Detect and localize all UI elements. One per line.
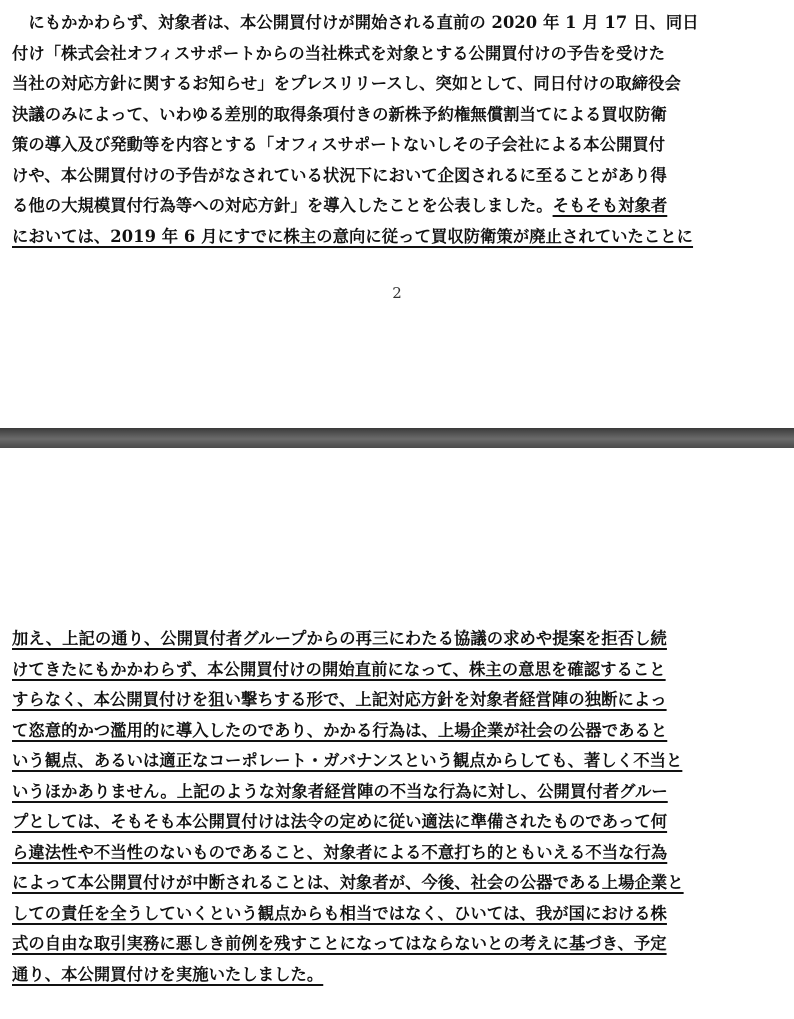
underlined-text-run: ら違法性や不当性のないものであること、対象者による不意打ち的ともいえる不当な行為 — [12, 842, 668, 862]
underlined-text-run: すらなく、本公開買付けを狙い撃ちする形で、上記対応方針を対象者経営陣の独断によっ — [12, 690, 667, 709]
text-line — [12, 929, 782, 960]
text-line — [12, 685, 782, 716]
underlined-text-run: 加え、上記の通り、公開買付者グループからの再三にわたる協議の求めや提案を拒否し続 — [12, 629, 667, 648]
text-line — [12, 100, 782, 131]
document-page-upper — [0, 0, 794, 428]
paragraph-lower — [12, 624, 782, 990]
underlined-text-run: いう観点、あるいは適正なコーポレート・ガバナンスという観点からしても、著しく不当と — [12, 751, 683, 770]
document-page-lower — [0, 448, 794, 1019]
underlined-text-run: そもそも対象者 — [552, 196, 668, 215]
underlined-text-run: けてきたにもかかわらず、本公開買付けの開始直前になって、株主の意思を確認すること — [12, 659, 666, 679]
underlined-text-run: によって本公開買付けが中断されることは、対象者が、今後、社会の公器である上場企業と — [12, 873, 684, 892]
text-run: けや、本公開買付けの予告がなされている状況下において企図されるに至ることがあり得 — [12, 165, 667, 185]
underlined-text-run: 式の自由な取引実務に悪しき前例を残すことになってはならないとの考えに基づき、予定 — [12, 934, 667, 953]
underlined-text-run: しての責任を全うしていくという観点からも相当ではなく、ひいては、我が国における株 — [12, 903, 667, 923]
page-separator — [0, 428, 794, 448]
underlined-text-run: て恣意的かつ濫用的に導入したのであり、かかる行為は、上場企業が社会の公器であると — [12, 720, 668, 740]
text-line — [12, 161, 782, 192]
text-run: 当社の対応方針に関するお知らせ」をプレスリリースし、突如として、同日付けの取締役会 — [12, 74, 681, 93]
text-line — [12, 191, 782, 222]
underlined-text-run: 通り、本公開買付けを実施いたしました。 — [12, 964, 324, 984]
text-line — [12, 868, 782, 899]
text-line — [12, 624, 782, 655]
text-line — [12, 716, 782, 747]
text-line — [12, 655, 782, 686]
text-line — [12, 222, 782, 253]
text-line — [12, 838, 782, 869]
text-line — [12, 69, 782, 100]
text-line — [12, 8, 782, 39]
text-run: 決議のみによって、いわゆる差別的取得条項付きの新株予約権無償割当てによる買収防衛 — [12, 104, 667, 124]
text-line — [12, 807, 782, 838]
text-line — [12, 746, 782, 777]
text-line — [12, 39, 782, 70]
text-line — [12, 130, 782, 161]
underlined-text-run: いうほかありません。上記のような対象者経営陣の不当な行為に対し、公開買付者グルー — [12, 781, 668, 801]
paragraph-upper — [12, 8, 782, 252]
text-line — [12, 899, 782, 930]
text-run: 付け「株式会社オフィスサポートからの当社株式を対象とする公開買付けの予告を受けた — [12, 43, 666, 63]
text-line — [12, 777, 782, 808]
text-run: 策の導入及び発動等を内容とする「オフィスサポートないしその子会社による本公開買付 — [12, 135, 666, 154]
page-number: 2 — [392, 284, 402, 302]
text-run: にもかかわらず、対象者は、本公開買付けが開始される直前の 2020 年 1 月 17 日、同日 — [12, 13, 699, 32]
underlined-text-run: においては、2019 年 6 月にすでに株主の意向に従って買収防衛策が廃止されていたことに — [12, 226, 694, 246]
text-run: る他の大規模買付行為等への対応方針」を導入したことを公表しました。 — [12, 196, 553, 215]
underlined-text-run: プとしては、そもそも本公開買付けは法令の定めに従い適法に準備されたものであって何 — [12, 812, 668, 831]
text-line — [12, 960, 782, 991]
